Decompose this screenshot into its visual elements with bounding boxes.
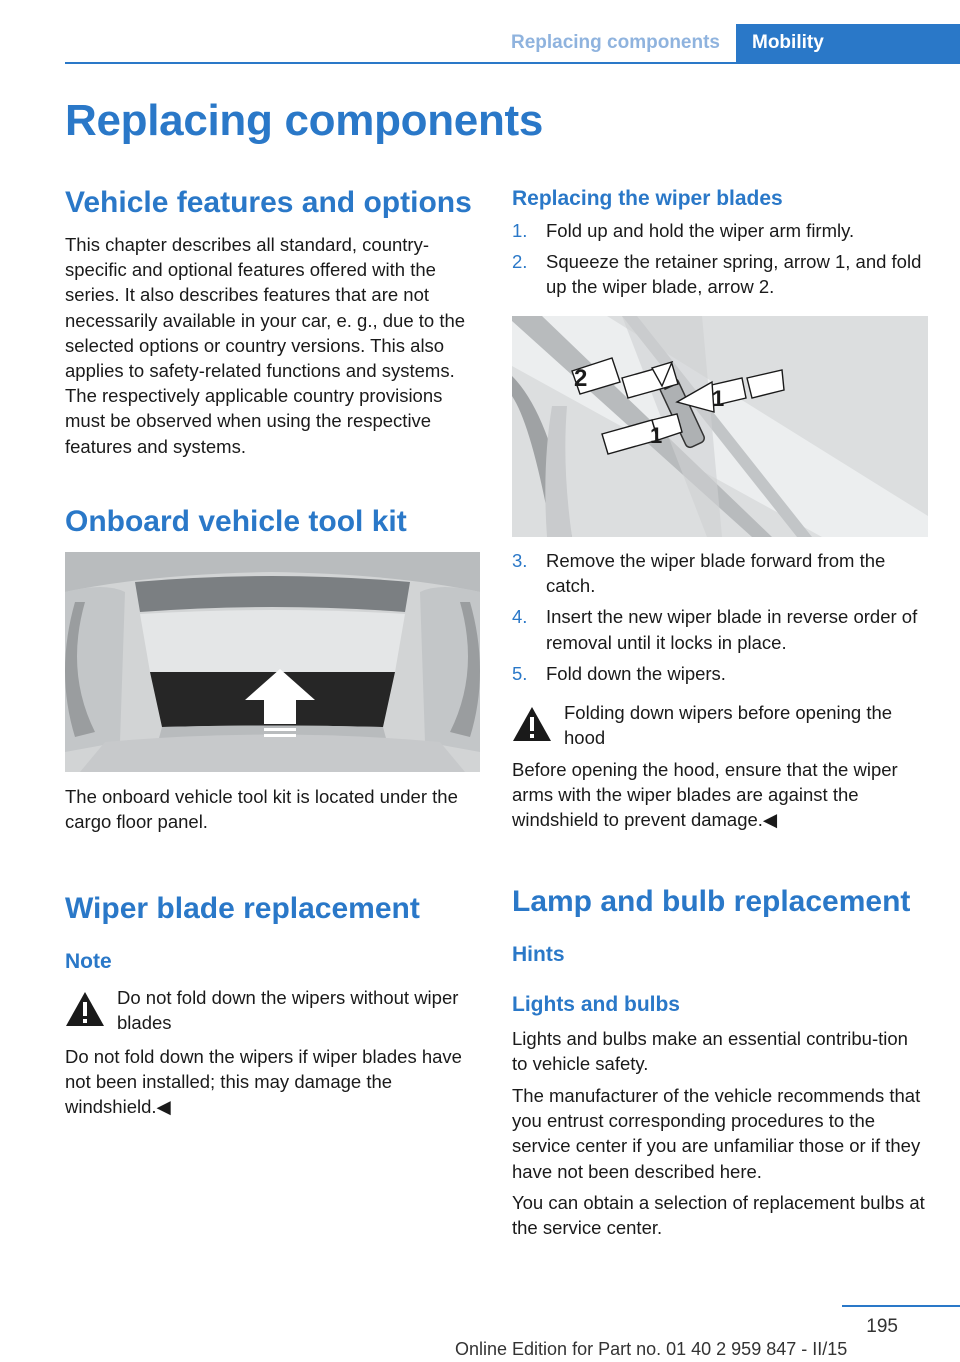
warning-body: Before opening the hood, ensure that the wiper arms with the wiper blades are against the windshield to prevent damage.◀: [512, 759, 898, 831]
steps-list-a: [512, 218, 928, 306]
heading-replacing-wiper-blades: Replacing the wiper blades: [512, 187, 783, 210]
lamp-paragraph-2: The manufacturer of the vehicle recommends that you entrust corresponding procedures to the service center if you are unfamiliar those or if they have not been described here.: [512, 1085, 921, 1182]
warning-no-blades: [65, 985, 480, 1041]
list-item: 3. Remove the wiper blade forward from the catch.: [512, 550, 886, 597]
arrow-label-2: 2: [574, 365, 588, 392]
tool-kit-caption: The onboard vehicle tool kit is located under the cargo floor panel.: [65, 786, 458, 833]
edition-note: Online Edition for Part no. 01 40 2 959 847 - II/15: [455, 1339, 848, 1359]
list-item: 1. Fold up and hold the wiper arm firmly.: [512, 220, 855, 241]
list-item: 5. Fold down the wipers.: [512, 662, 726, 684]
arrow-label-1b: 1: [650, 423, 663, 448]
warning-triangle-icon: [512, 706, 552, 742]
heading-tool-kit: Onboard vehicle tool kit: [65, 505, 407, 538]
header-bar: [65, 24, 960, 64]
heading-vehicle-features: Vehicle features and options: [65, 186, 472, 219]
heading-note: Note: [65, 950, 112, 973]
page-title: Replacing components: [65, 96, 544, 145]
arrow-label-1a: 1: [712, 386, 725, 411]
trunk-illustration: [65, 552, 480, 772]
heading-lamp-replacement: Lamp and bulb replacement: [512, 885, 911, 918]
warning-triangle-icon: [65, 991, 105, 1027]
section-tab-mobility[interactable]: Mobility: [736, 24, 960, 62]
breadcrumb[interactable]: Replacing components: [510, 32, 720, 53]
page-number: 195: [866, 1316, 898, 1337]
warning-hood: [512, 700, 928, 752]
heading-wiper-replacement: Wiper blade replacement: [65, 892, 420, 925]
steps-list-b: [512, 548, 928, 692]
heading-hints: Hints: [512, 943, 565, 966]
lamp-paragraph-3: You can obtain a selection of replacement bulbs at the service center.: [512, 1192, 925, 1239]
warning-body: Do not fold down the wipers if wiper blades have not been installed; this may damage the windshield.◀: [65, 1046, 462, 1118]
list-item: 4. Insert the new wiper blade in reverse order of removal until it locks in place.: [512, 606, 918, 653]
heading-lights-bulbs: Lights and bulbs: [512, 993, 680, 1016]
wiper-illustration: [512, 316, 928, 537]
wiper-figure: [512, 316, 928, 537]
list-item: 2. Squeeze the retainer spring, arrow 1, and fold up the wiper blade, arrow 2.: [512, 251, 922, 298]
footer-rule: [842, 1305, 960, 1307]
lamp-paragraph-1: Lights and bulbs make an essential contribu-tion to vehicle safety.: [512, 1028, 908, 1075]
warning-title: Folding down wipers before opening the hood: [564, 702, 893, 749]
tool-kit-figure: [65, 552, 480, 772]
vehicle-features-body: This chapter describes all standard, country-specific and optional features offered with the series. It also describes features that are not necessarily available in your car, e. g., due to the selected options or country versions. This also applies to safety-related functions and systems. The respectively applicable country provisions must be observed when using the respective features and systems.: [65, 234, 466, 457]
warning-title: Do not fold down the wipers without wiper blades: [117, 987, 459, 1034]
